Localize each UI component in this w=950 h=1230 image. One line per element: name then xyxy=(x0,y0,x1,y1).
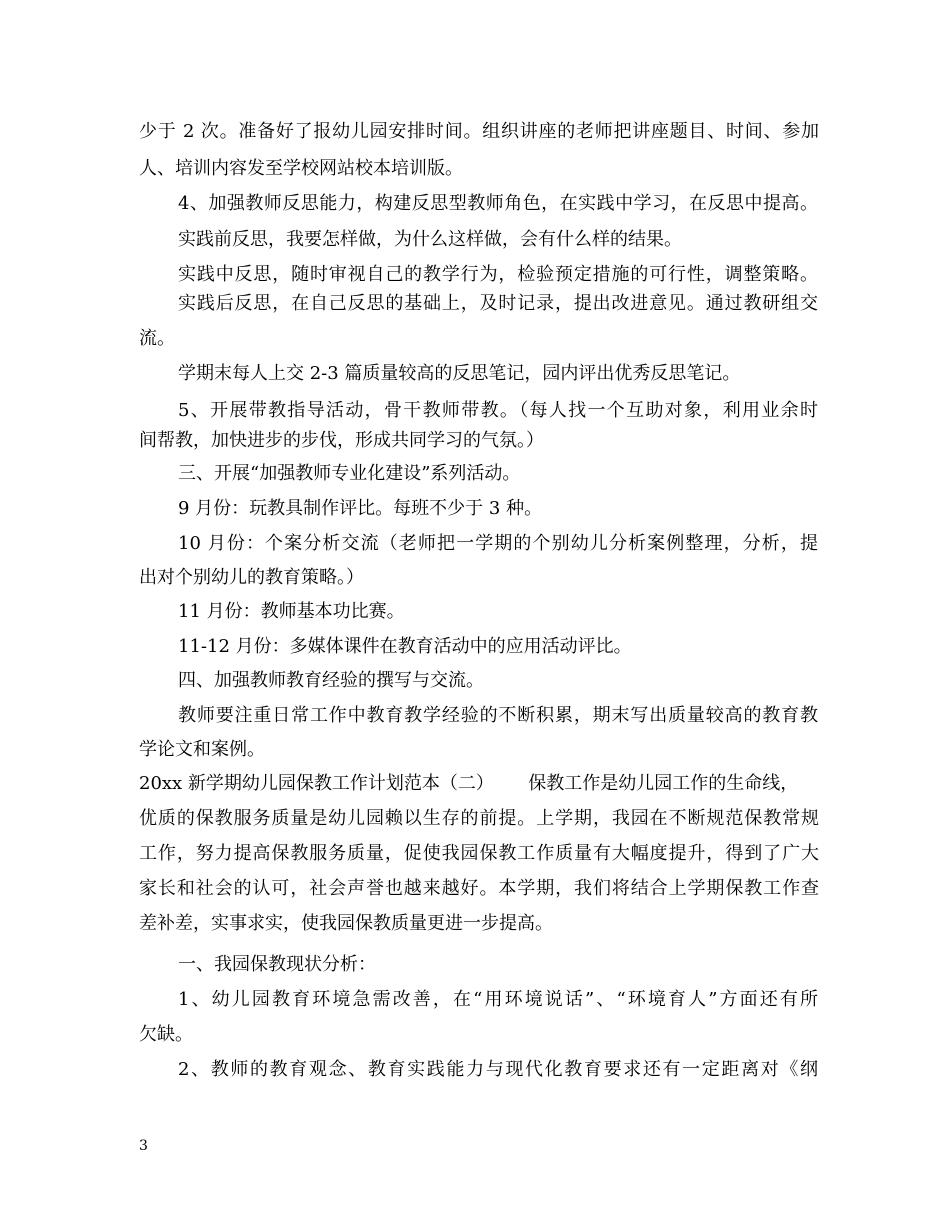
text-line: 教师要注重日常工作中教育教学经验的不断积累，期末写出质量较高的教育教 xyxy=(178,705,818,726)
text-line: 11 月份：教师基本功比赛。 xyxy=(178,601,405,622)
text-line: 9 月份：玩教具制作评比。每班不少于 3 种。 xyxy=(178,498,543,519)
text-line: 少于 2 次。准备好了报幼儿园安排时间。组织讲座的老师把讲座题目、时间、参加 xyxy=(139,121,819,142)
section-heading: 20xx 新学期幼儿园保教工作计划范本（二） 保教工作是幼儿园工作的生命线， xyxy=(139,773,799,794)
text-line: 2、教师的教育观念、教育实践能力与现代化教育要求还有一定距离对《纲 xyxy=(178,1059,818,1080)
text-line: 一、我园保教现状分析： xyxy=(178,954,376,975)
text-line: 4、加强教师反思能力，构建反思型教师角色，在实践中学习，在反思中提高。 xyxy=(178,193,818,214)
text-line: 实践后反思，在自己反思的基础上，及时记录，提出改进意见。通过教研组交 xyxy=(178,293,818,314)
text-line: 5、开展带教指导活动，骨干教师带教。（每人找一个互助对象，利用业余时 xyxy=(178,400,818,421)
text-line: 学论文和案例。 xyxy=(139,739,265,760)
text-line: 间帮教，加快进步的步伐，形成共同学习的气氛。） xyxy=(139,430,544,451)
text-line: 学期末每人上交 2-3 篇质量较高的反思笔记，园内评出优秀反思笔记。 xyxy=(178,363,741,384)
text-line: 三、开展“加强教师专业化建设”系列活动。 xyxy=(178,463,521,484)
text-line: 实践中反思，随时审视自己的教学行为，检验预定措施的可行性，调整策略。 xyxy=(178,264,818,285)
text-line: 10 月份：个案分析交流（老师把一学期的个别幼儿分析案例整理，分析，提 xyxy=(178,533,818,554)
text-line: 人、培训内容发至学校网站校本培训版。 xyxy=(139,158,463,179)
text-line: 流。 xyxy=(139,328,175,349)
page-number: 3 xyxy=(139,1138,148,1154)
text-line: 优质的保教服务质量是幼儿园赖以生存的前提。上学期，我园在不断规范保教常规 xyxy=(139,808,819,829)
text-line: 1、幼儿园教育环境急需改善，在“用环境说话”、“环境育人”方面还有所 xyxy=(178,989,818,1010)
text-line: 出对个别幼儿的教育策略。） xyxy=(139,567,364,588)
text-line: 11-12 月份：多媒体课件在教育活动中的应用活动评比。 xyxy=(178,636,632,657)
text-line: 欠缺。 xyxy=(139,1024,193,1045)
text-line: 四、加强教师教育经验的撰写与交流。 xyxy=(178,670,484,691)
text-line: 实践前反思，我要怎样做，为什么这样做，会有什么样的结果。 xyxy=(178,229,682,250)
text-line: 工作，努力提高保教服务质量，促使我园保教工作质量有大幅度提升，得到了广大 xyxy=(139,843,819,864)
text-line: 差补差，实事求实，使我园保教质量更进一步提高。 xyxy=(139,913,553,934)
text-line: 家长和社会的认可，社会声誉也越来越好。本学期，我们将结合上学期保教工作查 xyxy=(139,878,819,899)
